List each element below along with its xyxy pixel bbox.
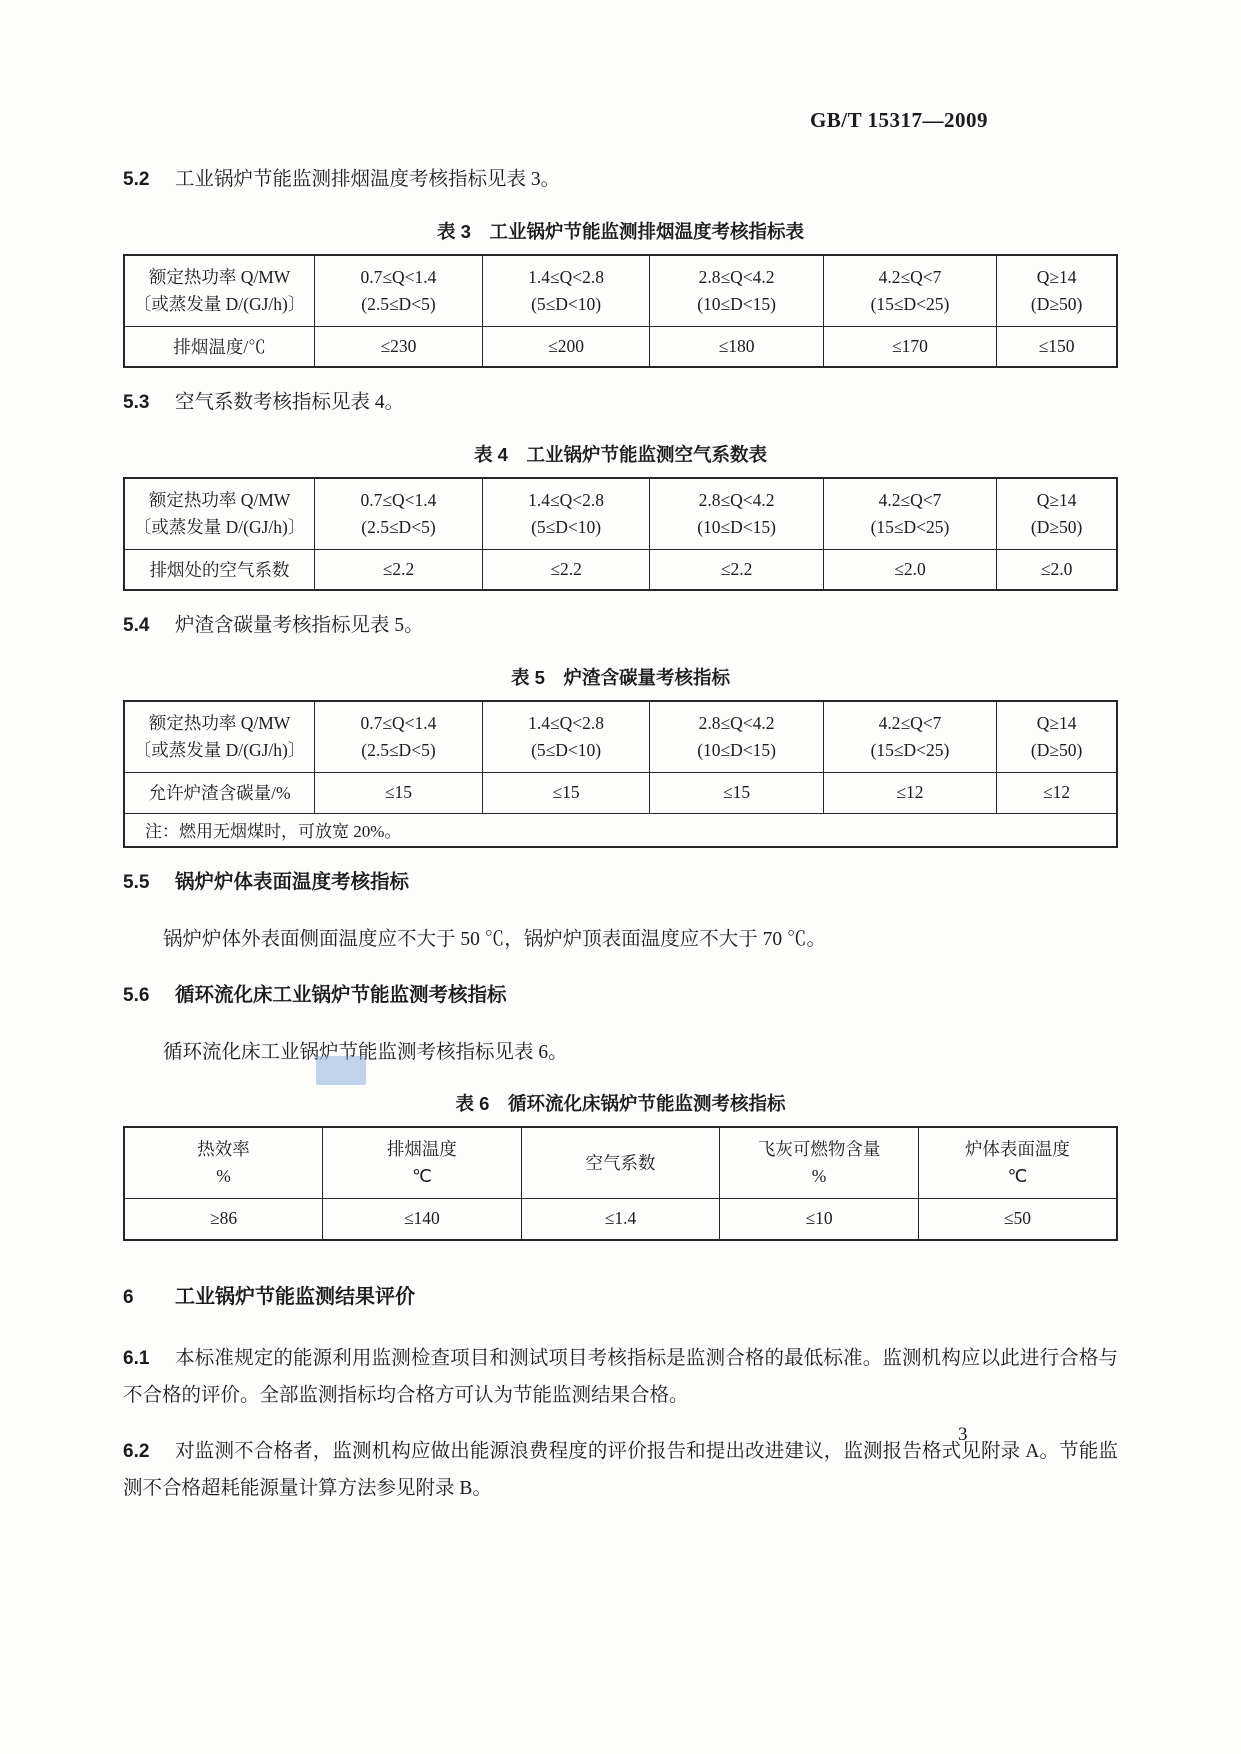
table4-grid xyxy=(123,477,1118,592)
clause-5-6-title xyxy=(123,977,1118,1014)
table4 xyxy=(123,477,1118,592)
table-row xyxy=(124,772,1117,813)
clause-5-3 xyxy=(123,384,1118,421)
table-row xyxy=(124,549,1117,590)
clause-5-2-text: 工业锅炉节能监测排烟温度考核指标见表 3。 xyxy=(175,169,561,190)
table-row xyxy=(124,326,1117,367)
table-cell: ≤2.2 xyxy=(482,549,650,590)
table5-grid xyxy=(123,700,1118,849)
table-cell: ≤230 xyxy=(315,326,483,367)
table-cell: ≤10 xyxy=(720,1199,919,1240)
clause-5-4-number: 5.4 xyxy=(123,615,150,636)
column-header: 热效率 % xyxy=(124,1127,323,1199)
row-label: 排烟温度/℃ xyxy=(124,326,315,367)
clause-5-5-heading: 锅炉炉体表面温度考核指标 xyxy=(175,871,410,893)
clause-5-5-number: 5.5 xyxy=(123,872,150,893)
column-header: 2.8≤Q<4.2 (10≤D<15) xyxy=(650,701,823,773)
clause-6-2-number: 6.2 xyxy=(123,1441,150,1462)
column-header: 2.8≤Q<4.2 (10≤D<15) xyxy=(650,478,823,550)
column-header: 炉体表面温度 ℃ xyxy=(918,1127,1117,1199)
table-cell: ≤15 xyxy=(315,772,483,813)
clause-5-3-text: 空气系数考核指标见表 4。 xyxy=(175,392,405,413)
table-cell: ≤2.2 xyxy=(315,549,483,590)
clause-5-4 xyxy=(123,607,1118,644)
table3-caption: 表 3 工业锅炉节能监测排烟温度考核指标表 xyxy=(437,220,804,242)
table-header-row xyxy=(124,478,1117,550)
column-header: Q≥14 (D≥50) xyxy=(997,701,1117,773)
table4-caption: 表 4 工业锅炉节能监测空气系数表 xyxy=(474,443,767,465)
table5 xyxy=(123,700,1118,849)
column-header: 2.8≤Q<4.2 (10≤D<15) xyxy=(650,255,823,327)
table-cell: ≤170 xyxy=(823,326,996,367)
column-header: 1.4≤Q<2.8 (5≤D<10) xyxy=(482,701,650,773)
column-header: 0.7≤Q<1.4 (2.5≤D<5) xyxy=(315,701,483,773)
row-label: ≥86 xyxy=(124,1199,323,1240)
clause-5-2 xyxy=(123,161,1118,198)
column-header: 1.4≤Q<2.8 (5≤D<10) xyxy=(482,478,650,550)
column-header: Q≥14 (D≥50) xyxy=(997,255,1117,327)
column-header: 额定热功率 Q/MW 〔或蒸发量 D/(GJ/h)〕 xyxy=(124,701,315,773)
table3 xyxy=(123,254,1118,369)
table-cell: ≤12 xyxy=(823,772,996,813)
table-note-row xyxy=(124,813,1117,847)
table-header-row xyxy=(124,1127,1117,1199)
table-cell: ≤140 xyxy=(323,1199,522,1240)
column-header: 4.2≤Q<7 (15≤D<25) xyxy=(823,255,996,327)
table6 xyxy=(123,1126,1118,1241)
column-header: 额定热功率 Q/MW 〔或蒸发量 D/(GJ/h)〕 xyxy=(124,255,315,327)
table-cell: ≤2.0 xyxy=(997,549,1117,590)
clause-5-6-number: 5.6 xyxy=(123,985,150,1006)
column-header: 4.2≤Q<7 (15≤D<25) xyxy=(823,478,996,550)
page-number: 3 xyxy=(958,1424,968,1445)
table-cell: ≤180 xyxy=(650,326,823,367)
section-6-heading xyxy=(123,1279,1118,1316)
clause-5-5-body: 锅炉炉体外表面侧面温度应不大于 50 ℃，锅炉炉顶表面温度应不大于 70 ℃。 xyxy=(163,928,827,950)
clause-6-2-text: 对监测不合格者，监测机构应做出能源浪费程度的评价报告和提出改进建议，监测报告格式见附录 A。节能监测不合格超耗能源量计算方法参见附录 B。 xyxy=(123,1441,1118,1499)
section-6-title: 工业锅炉节能监测结果评价 xyxy=(175,1285,415,1308)
doc-number: GB/T 15317—2009 xyxy=(809,108,988,132)
column-header: 0.7≤Q<1.4 (2.5≤D<5) xyxy=(315,255,483,327)
column-header: 4.2≤Q<7 (15≤D<25) xyxy=(823,701,996,773)
clause-6-1-text: 本标准规定的能源利用监测检查项目和测试项目考核指标是监测合格的最低标准。监测机构应以此进行合格与不合格的评价。全部监测指标均合格方可认为节能监测结果合格。 xyxy=(123,1347,1118,1406)
table-cell: ≤200 xyxy=(482,326,650,367)
clause-5-5-title xyxy=(123,864,1118,901)
table-cell: ≤1.4 xyxy=(521,1199,720,1240)
table-header-row xyxy=(124,701,1117,773)
table6-caption: 表 6 循环流化床锅炉节能监测考核指标 xyxy=(455,1093,786,1114)
table-cell: ≤15 xyxy=(482,772,650,813)
row-label: 允许炉渣含碳量/% xyxy=(124,772,315,813)
column-header: 额定热功率 Q/MW 〔或蒸发量 D/(GJ/h)〕 xyxy=(124,478,315,550)
table3-grid xyxy=(123,254,1118,369)
clause-5-4-text: 炉渣含碳量考核指标见表 5。 xyxy=(175,615,424,636)
column-header: 1.4≤Q<2.8 (5≤D<10) xyxy=(482,255,650,327)
clause-6-2 xyxy=(123,1433,1118,1507)
table-cell: ≤15 xyxy=(650,772,823,813)
table-row xyxy=(124,1199,1117,1240)
clause-5-6-heading: 循环流化床工业锅炉节能监测考核指标 xyxy=(175,984,507,1006)
clause-5-2-number: 5.2 xyxy=(123,169,150,190)
table-cell: ≤2.0 xyxy=(823,549,996,590)
table-note: 注：燃用无烟煤时，可放宽 20%。 xyxy=(124,813,1117,847)
column-header: 0.7≤Q<1.4 (2.5≤D<5) xyxy=(315,478,483,550)
table-cell: ≤50 xyxy=(918,1199,1117,1240)
column-header: 空气系数 xyxy=(521,1127,720,1199)
clause-6-1 xyxy=(123,1340,1118,1414)
column-header: 飞灰可燃物含量 % xyxy=(720,1127,919,1199)
row-label: 排烟处的空气系数 xyxy=(124,549,315,590)
table-header-row xyxy=(124,255,1117,327)
clause-5-3-number: 5.3 xyxy=(123,392,150,413)
table-cell: ≤12 xyxy=(997,772,1117,813)
clause-6-1-number: 6.1 xyxy=(123,1347,150,1369)
table-cell: ≤2.2 xyxy=(650,549,823,590)
table-cell: ≤150 xyxy=(997,326,1117,367)
section-6-number: 6 xyxy=(123,1286,134,1308)
table5-caption: 表 5 炉渣含碳量考核指标 xyxy=(511,666,730,688)
column-header: Q≥14 (D≥50) xyxy=(997,478,1117,550)
column-header: 排烟温度 ℃ xyxy=(323,1127,522,1199)
clause-5-6-body: 循环流化床工业锅炉节能监测考核指标见表 6。 xyxy=(163,1041,568,1063)
table6-grid xyxy=(123,1126,1118,1241)
